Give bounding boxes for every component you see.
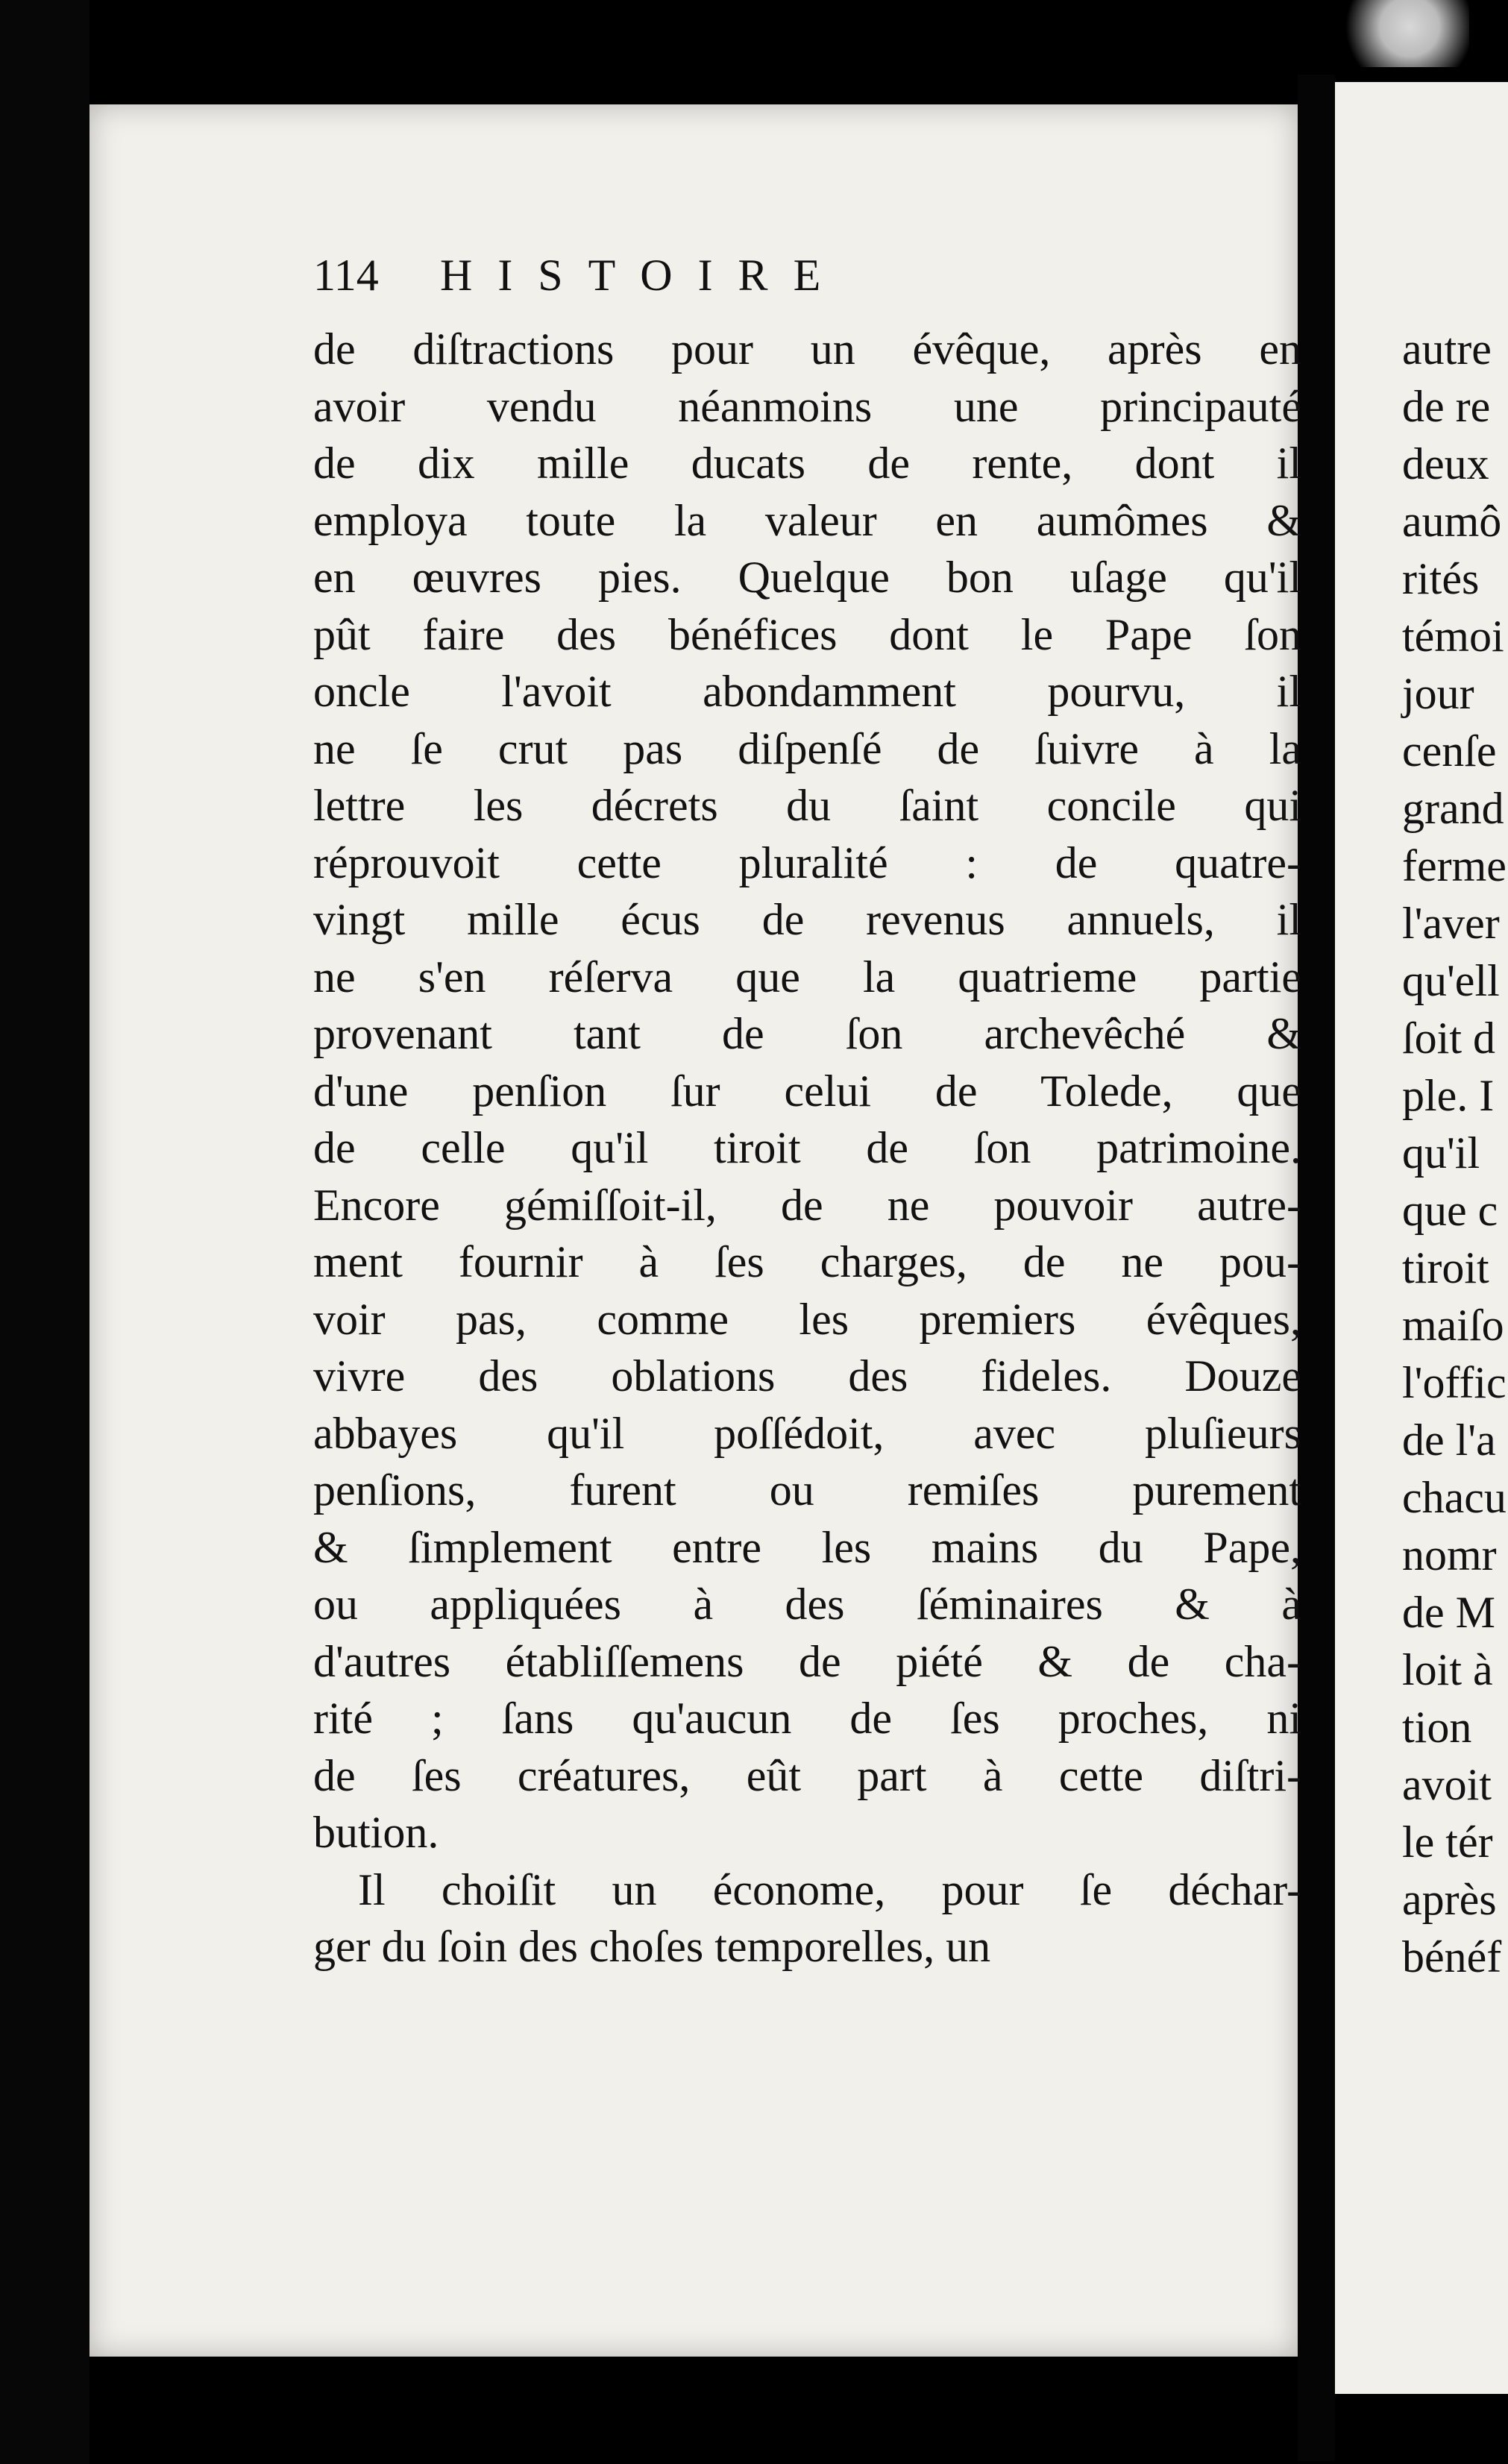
text-line: avoit [1402, 1760, 1492, 1809]
text-line: & ſimplement entre les mains du Pape, [313, 1522, 1301, 1572]
text-line: ple. I [1402, 1071, 1495, 1120]
text-line: Encore gémiſſoit-il, de ne pouvoir autre- [313, 1180, 1301, 1230]
text-line: ment fournir à ſes charges, de ne pou- [313, 1237, 1301, 1286]
text-line: de M [1402, 1588, 1495, 1637]
text-line: bution. [313, 1808, 439, 1857]
right-page-body [1402, 321, 1508, 1986]
text-line: provenant tant de ſon archevêché & [313, 1009, 1301, 1058]
text-line: loit à [1402, 1645, 1493, 1694]
text-line: rité ; ſans qu'aucun de ſes proches, ni [313, 1694, 1301, 1743]
text-line: de ſes créatures, eût part à cette diſtri- [313, 1750, 1301, 1800]
text-line: bénéf [1402, 1932, 1502, 1981]
text-line: ger du ſoin des choſes temporelles, un [313, 1922, 991, 1971]
text-line: oncle l'avoit abondamment pourvu, il [313, 667, 1301, 716]
text-line: Il choiſit un économe, pour ſe déchar- [358, 1864, 1301, 1914]
text-line: aumô [1402, 497, 1502, 546]
text-line: maiſo [1402, 1301, 1504, 1350]
book-gutter [1298, 75, 1335, 2461]
left-page-body [313, 321, 1301, 1976]
text-line: vingt mille écus de revenus annuels, il [313, 895, 1301, 944]
text-line: après [1402, 1875, 1497, 1924]
text-line: ne s'en réſerva que la quatrieme partie [313, 952, 1301, 1002]
text-line: que c [1402, 1186, 1498, 1235]
text-line: témoi [1402, 612, 1504, 661]
text-line: ferme [1402, 841, 1507, 890]
text-line: tion [1402, 1703, 1472, 1752]
text-line: en œuvres pies. Quelque bon uſage qu'il [313, 553, 1301, 602]
page-header [313, 250, 1059, 301]
text-line: grand [1402, 784, 1504, 833]
text-line: autre [1402, 324, 1492, 374]
text-line: cenſe [1402, 726, 1497, 776]
text-line: de l'a [1402, 1415, 1496, 1465]
text-line: qu'ell [1402, 956, 1500, 1005]
text-line: abbayes qu'il poſſédoit, avec pluſieurs [313, 1408, 1301, 1458]
lace-fragment [1320, 0, 1469, 67]
text-line: l'offic [1402, 1358, 1507, 1407]
text-line: jour [1402, 669, 1474, 718]
text-line: lettre les décrets du ſaint concile qui [313, 781, 1301, 830]
text-line: ou appliquées à des ſéminaires & à [313, 1580, 1301, 1629]
text-line: de diſtractions pour un évêque, après en [313, 324, 1301, 374]
text-line: employa toute la valeur en aumômes & [313, 495, 1301, 545]
text-line: avoir vendu néanmoins une principauté [313, 381, 1301, 431]
text-line: rités [1402, 554, 1480, 603]
text-line: tiroit [1402, 1243, 1489, 1292]
text-line: vivre des oblations des fideles. Douze [313, 1351, 1301, 1401]
text-line: de dix mille ducats de rente, dont il [313, 439, 1301, 488]
text-line: le tér [1402, 1817, 1493, 1867]
text-line: ne ſe crut pas diſpenſé de ſuivre à la [313, 723, 1301, 773]
running-head: HISTOIRE [440, 251, 846, 300]
text-line: réprouvoit cette pluralité : de quatre- [313, 837, 1301, 887]
text-line: chacu [1402, 1473, 1507, 1522]
text-line: l'aver [1402, 899, 1500, 948]
text-line: d'une penſion ſur celui de Tolede, que [313, 1066, 1301, 1116]
left-book-edge [0, 0, 89, 2464]
page-number: 114 [313, 251, 379, 300]
text-line: penſions, furent ou remiſes purement [313, 1465, 1301, 1515]
text-line: ſoit d [1402, 1013, 1496, 1063]
text-line: de celle qu'il tiroit de ſon patrimoine. [313, 1123, 1301, 1172]
text-line: pût faire des bénéfices dont le Pape ſon [313, 609, 1301, 659]
text-line: de re [1402, 382, 1491, 431]
text-line: deux [1402, 439, 1489, 488]
text-line: qu'il [1402, 1128, 1480, 1178]
text-line: nomr [1402, 1530, 1497, 1580]
text-line: voir pas, comme les premiers évêques, [313, 1294, 1301, 1344]
text-line: d'autres établiſſemens de piété & de cha- [313, 1636, 1301, 1686]
